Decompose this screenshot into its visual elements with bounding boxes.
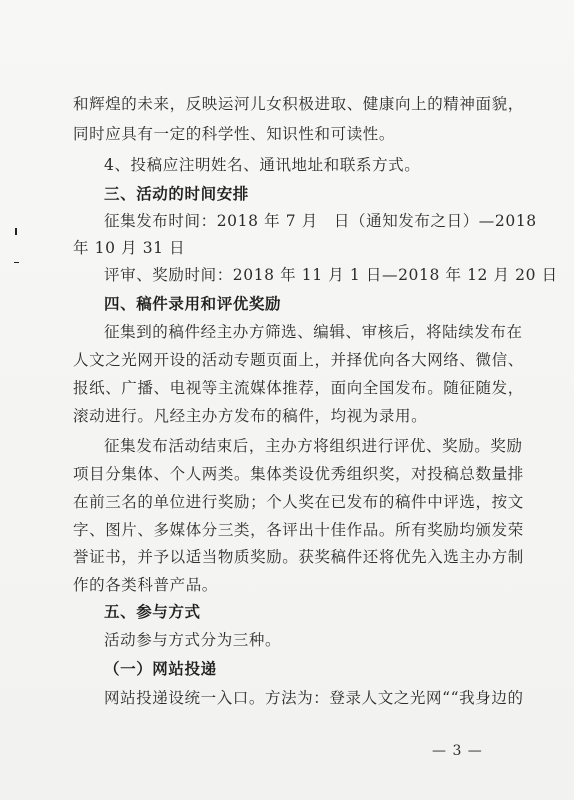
- margin-mark: [14, 262, 19, 263]
- body-line-5: 征集发布时间：2018 年 7 月 日（通知发布之日）—2018: [104, 212, 537, 230]
- body-line-20: 活动参与方式分为三种。: [104, 631, 282, 649]
- body-line-12: 滚动进行。凡经主办方发布的稿件，均视为录用。: [73, 407, 428, 425]
- body-line-14: 项目分集体、个人两类。集体类设优秀组织奖，对投稿总数量排: [73, 465, 524, 483]
- section-heading-5: 五、参与方式: [104, 603, 201, 621]
- page-number: — 3 —: [432, 743, 483, 759]
- body-line-22: 网站投递设统一入口。方法为：登录人文之光网““我身边的: [104, 689, 524, 707]
- body-line-17: 誉证书，并予以适当物质奖励。获奖稿件还将优先入选主办方制: [73, 548, 524, 566]
- body-line-6: 年 10 月 31 日: [73, 239, 186, 257]
- body-line-2: 同时应具有一定的科学性、知识性和可读性。: [73, 125, 396, 143]
- body-line-10: 人文之光网开设的活动专题页面上，并择优向各大网络、微信、: [73, 351, 524, 369]
- body-line-1: 和辉煌的未来，反映运河儿女积极进取、健康向上的精神面貌，: [73, 95, 524, 113]
- body-line-13: 征集发布活动结束后，主办方将组织进行评优、奖励。奖励: [104, 437, 523, 455]
- body-line-11: 报纸、广播、电视等主流媒体推荐，面向全国发布。随征随发，: [73, 379, 524, 397]
- section-heading-3: 三、活动的时间安排: [104, 185, 249, 203]
- section-heading-4: 四、稿件录用和评优奖励: [104, 295, 282, 313]
- margin-mark: [15, 228, 17, 235]
- subsection-heading-1: （一）网站投递: [104, 660, 217, 678]
- body-line-3: 4、投稿应注明姓名、通讯地址和联系方式。: [104, 156, 421, 174]
- body-line-18: 作的各类科普产品。: [73, 576, 218, 594]
- body-line-15: 在前三名的单位进行奖励；个人奖在已发布的稿件中评选，按文: [73, 493, 524, 511]
- body-line-16: 字、图片、多媒体分三类，各评出十佳作品。所有奖励均颁发荣: [73, 521, 524, 539]
- body-line-9: 征集到的稿件经主办方筛选、编辑、审核后，将陆续发布在: [104, 323, 523, 341]
- body-line-7: 评审、奖励时间：2018 年 11 月 1 日—2018 年 12 月 20 日: [104, 266, 558, 284]
